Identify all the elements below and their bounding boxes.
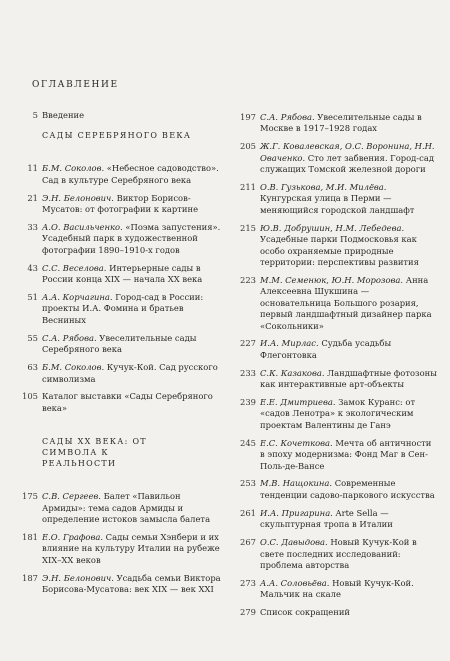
page-number: 51 <box>27 292 38 303</box>
entry-author: М.М. Семенюк, Ю.Н. Морозова. <box>260 274 404 285</box>
entry-title: Город-сад в России: проекты И.А. Фомина и братьев Весниных <box>42 292 204 325</box>
entry-text <box>260 607 350 618</box>
entry-text <box>42 263 226 286</box>
entry-title: Увеселительные сады в Москве в 1917–1928 годах <box>260 112 422 134</box>
entry-author: Ю.В. Добрушин, Н.М. Лебедева. <box>260 222 405 233</box>
entry-text <box>260 478 438 501</box>
entry-author: О.С. Давыдова. <box>260 537 328 548</box>
entry-title: Кучук-Кой. Сад русского символизма <box>42 362 218 384</box>
entry-title: Новый Кучук-Кой в свете последних исследований: проблема авторства <box>260 537 417 570</box>
entry-title: Судьба усадьбы Флегонтовка <box>260 338 392 360</box>
page-number: 63 <box>27 362 38 373</box>
page-number: 21 <box>27 192 38 203</box>
entry-author: А.А. Корчагина. <box>42 292 113 303</box>
entry-title: Усадебные парки Подмосковья как особо охраняемые природные территории: перспективы развития <box>260 234 419 267</box>
entry-author: Е.Е. Дмитриева. <box>260 397 336 408</box>
entry-title: Каталог выставки «Сады Серебряного века» <box>42 391 213 413</box>
entry-text <box>260 397 438 431</box>
entry-text <box>42 292 226 326</box>
toc-entry[interactable] <box>232 397 438 431</box>
entry-text <box>42 163 226 186</box>
page-number: 211 <box>240 182 256 193</box>
toc-entry[interactable] <box>14 333 226 356</box>
entry-text <box>260 141 438 175</box>
entry-title: Сады семьи Хэнбери и их влияние на культуру Италии на рубеже XIX–XX веков <box>42 531 220 565</box>
page-number: 197 <box>240 112 256 122</box>
entry-author: С.К. Казакова. <box>260 367 325 378</box>
toc-entry[interactable] <box>14 362 226 385</box>
section-heading-text: САДЫ XX ВЕКА: ОТ СИМВОЛА К РЕАЛЬНОСТИ <box>42 437 147 469</box>
toc-entry[interactable] <box>232 275 438 332</box>
page-number: 43 <box>27 262 38 273</box>
page-number: 233 <box>240 367 256 378</box>
toc-entry[interactable] <box>14 193 226 216</box>
entry-text <box>260 182 438 216</box>
toc-entry[interactable] <box>232 607 438 618</box>
toc-entry[interactable] <box>232 438 438 472</box>
page-number: 227 <box>240 338 256 349</box>
entry-text <box>260 223 438 269</box>
entry-text <box>260 368 438 391</box>
entry-author: Э.Н. Белонович. <box>42 572 114 583</box>
entry-author: С.А. Рябова. <box>260 112 315 122</box>
entry-author: И.А. Пригарина. <box>260 507 333 518</box>
toc-entry[interactable] <box>232 141 438 175</box>
page-number: 245 <box>240 437 256 448</box>
page-number: 187 <box>22 572 38 583</box>
entry-text <box>42 491 226 525</box>
entry-author: Э.Н. Белонович. <box>42 192 114 203</box>
entry-title: Увеселительные сады Серебряного века <box>42 332 197 355</box>
entry-title: «Поэма запустения». Усадебный парк в художественной фотографии 1890–1910-х годов <box>42 222 221 255</box>
entry-author: Б.М. Соколов. <box>42 163 105 174</box>
entry-author: Е.О. Графова. <box>42 531 103 542</box>
entry-text <box>260 338 438 361</box>
section-entries <box>232 112 438 619</box>
entry-author: Е.С. Кочеткова. <box>260 437 333 448</box>
entry-text <box>260 275 438 332</box>
entry-text <box>260 537 438 571</box>
toc-entry[interactable] <box>14 532 226 566</box>
toc-entry[interactable] <box>14 491 226 525</box>
entry-title: Arte Sella — скульптурная тропа в Италии <box>260 507 393 530</box>
entry-title: Сто лет забвения. Город-сад служащих Томской железной дороги <box>260 152 434 175</box>
toc-entry[interactable] <box>232 182 438 216</box>
entry-title: Усадьба семьи Виктора Борисова-Мусатова: век XIX — век XXI <box>42 572 221 595</box>
entry-title: Замок Куранс: от «садов Ленотра» к экологическим проектам Валентины де Ганэ <box>260 397 416 430</box>
entry-text <box>260 112 438 135</box>
entry-text <box>42 222 226 256</box>
page-number: 267 <box>240 537 256 548</box>
toc-left-column <box>14 110 226 595</box>
page-number: 205 <box>240 141 256 152</box>
toc-entry[interactable] <box>232 508 438 531</box>
entry-text <box>42 573 226 596</box>
page-number: 181 <box>22 531 38 542</box>
entry-title: Ландшафтные фотозоны как интерактивные арт-объекты <box>260 367 437 390</box>
entry-text <box>260 578 438 601</box>
page-number: 11 <box>27 163 38 174</box>
toc-entry[interactable] <box>232 478 438 501</box>
toc-entry[interactable] <box>232 578 438 601</box>
entry-author: А.О. Васильченко. <box>42 222 123 233</box>
toc-entry[interactable] <box>232 338 438 361</box>
entry-title: «Небесное садоводство». Сад в культуре Серебряного века <box>42 163 219 185</box>
entry-author: С.В. Сергеев. <box>42 491 101 502</box>
entry-author: Ж.Г. Ковалевская, О.С. Воронина, Н.Н. Оваченко. <box>260 141 435 163</box>
entry-title: Введение <box>42 110 85 120</box>
toc-entry[interactable] <box>14 391 226 414</box>
toc-entry[interactable] <box>232 537 438 571</box>
toc-entry[interactable] <box>232 223 438 269</box>
entry-author: Б.М. Соколов. <box>42 362 105 373</box>
toc-right-column <box>232 112 438 619</box>
entry-title: Виктор Борисов-Мусатов: от фотографии к картине <box>42 192 199 215</box>
entry-title: Современные тенденции садово-паркового искусства <box>260 478 435 500</box>
entry-author: И.А. Мирлас. <box>260 338 319 349</box>
entry-title: Мечта об античности в эпоху модернизма: Фонд Маг в Сен-Поль-де-Вансе <box>260 437 432 471</box>
entry-author: С.А. Рябова. <box>42 332 97 343</box>
entry-author: О.В. Гузькова, М.И. Милёва. <box>260 182 387 193</box>
entry-title: Кунгурская улица в Перми — меняющийся городской ландшафт <box>260 193 415 215</box>
page-number: 215 <box>240 222 256 233</box>
entry-title: Балет «Павильон Армиды»: тема садов Армиды и определение истоков замысла балета <box>42 491 211 525</box>
section-entries <box>14 163 226 414</box>
entry-text <box>42 532 226 566</box>
page-number: 273 <box>240 577 256 588</box>
entry-title: Список сокращений <box>260 607 351 618</box>
entry-text <box>42 391 226 414</box>
page-number: 5 <box>32 110 38 120</box>
entry-text <box>260 508 438 531</box>
section-heading: САДЫ СЕРЕБРЯНОГО ВЕКА <box>42 131 192 141</box>
entry-text <box>42 362 226 385</box>
entry-author: С.С. Веселова. <box>42 262 107 273</box>
page-number: 33 <box>27 222 38 233</box>
page-number: 223 <box>240 274 256 285</box>
toc-entry[interactable] <box>14 573 226 596</box>
toc-heading: ОГЛАВЛЕНИЕ <box>32 80 119 90</box>
entry-author: М.В. Нащокина. <box>260 478 333 489</box>
entry-text <box>42 333 226 356</box>
page-number: 279 <box>240 607 256 618</box>
entry-title: Новый Кучук-Кой. Мальчик на скале <box>260 577 414 600</box>
toc-entry[interactable] <box>232 112 438 135</box>
toc-entry[interactable] <box>14 263 226 286</box>
page-number: 253 <box>240 478 256 489</box>
toc-entry[interactable] <box>232 368 438 391</box>
section-entries <box>14 491 226 595</box>
page-number: 239 <box>240 397 256 408</box>
entry-title: Интерьерные сады в России конца XIX — начала XX века <box>42 262 203 285</box>
toc-entry[interactable] <box>14 222 226 256</box>
entry-text <box>260 438 438 472</box>
entry-text <box>42 193 226 216</box>
page-number: 261 <box>240 507 256 518</box>
toc-entry[interactable] <box>14 163 226 186</box>
page-number: 175 <box>22 491 38 502</box>
toc-entry[interactable] <box>14 292 226 326</box>
page-number: 105 <box>22 391 38 402</box>
section-heading <box>42 436 162 469</box>
entry-title: Анна Алексеевна Шукшина — основательница Большого розария, первый ландшафтный дизайнер парка «Сокольники» <box>260 274 432 331</box>
entry-author: А.А. Соловьёва. <box>260 577 330 588</box>
toc-entry[interactable] <box>14 110 226 121</box>
page-number: 55 <box>27 332 38 343</box>
